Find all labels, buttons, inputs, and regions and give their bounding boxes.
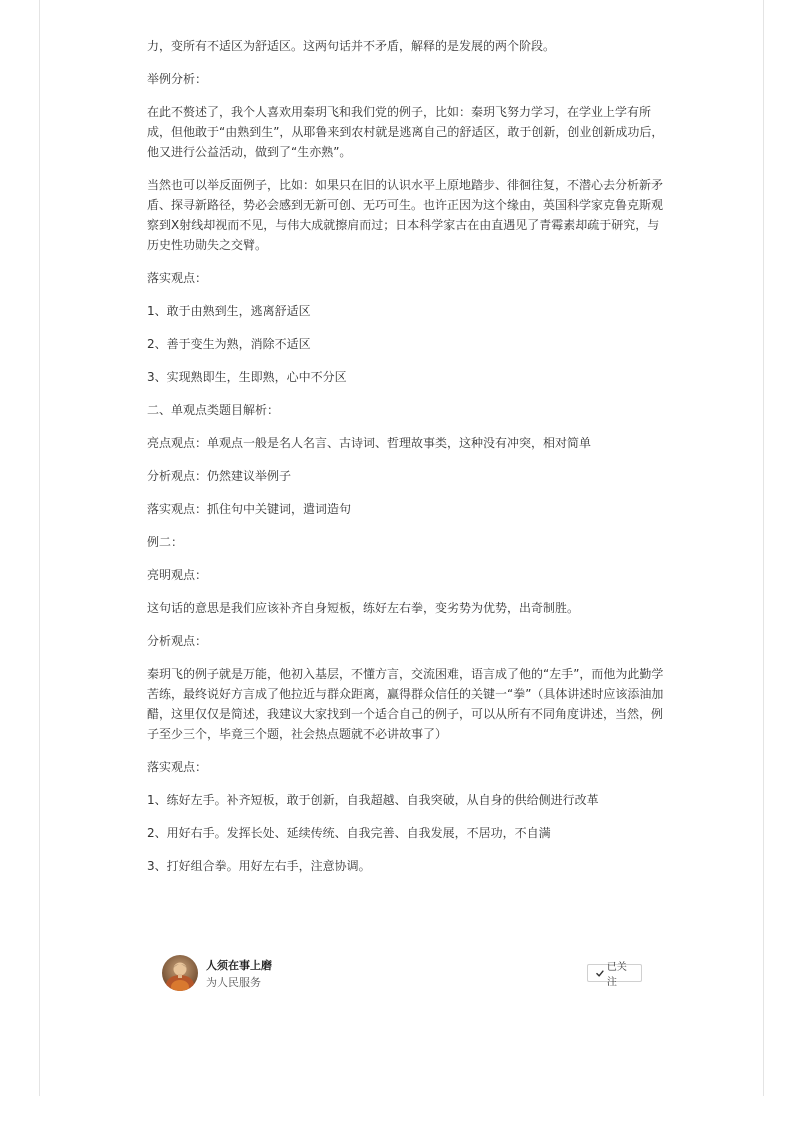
author-description: 为人民服务 — [206, 976, 261, 989]
list-item: 1、练好左手。补齐短板，敢于创新，自我超越、自我突破，从自身的供给侧进行改革 — [147, 793, 599, 807]
list-item: 1、敢于由熟到生，逃离舒适区 — [147, 304, 311, 318]
follow-button-label: 已关注 — [606, 962, 627, 988]
avatar-portrait-icon[interactable] — [162, 955, 198, 991]
section-heading: 二、单观点类题目解析： — [147, 403, 280, 417]
list-item: 3、实现熟即生，生即熟，心中不分区 — [147, 370, 347, 384]
paragraph-heading: 例二： — [147, 535, 184, 549]
paragraph-heading: 落实观点： — [147, 760, 208, 774]
paragraph-heading: 落实观点： — [147, 271, 208, 285]
paragraph-heading: 亮明观点： — [147, 568, 208, 582]
paragraph: 秦玥飞的例子就是万能，他初入基层，不懂方言，交流困难，语言成了他的“左手”，而他为此勤学苦练，最终说好方言成了他拉近与群众距离，赢得群众信任的关键一“拳”（具体讲述时应该添油加醋，这里仅仅是简述，我建议大家找到一个适合自己的例子，可以从所有不同角度讲述，当然，例子至少三个，毕竟三个题，社会热点题就不必讲故事了） — [147, 667, 664, 741]
paragraph-heading: 举例分析： — [147, 72, 208, 86]
paragraph: 当然也可以举反面例子，比如：如果只在旧的认识水平上原地踏步、徘徊往复，不潜心去分析新矛盾、探寻新路径，势必会感到无新可创、无巧可生。也许正因为这个缘由，英国科学家克鲁克斯观察到X射线却视而不见，与伟大成就擦肩而过；日本科学家古在由直遇见了青霉素却疏于研究，与历史性功勋失之交臂。 — [147, 178, 664, 252]
check-icon — [596, 969, 604, 978]
paragraph-heading: 分析观点： — [147, 634, 208, 648]
paragraph: 力，变所有不适区为舒适区。这两句话并不矛盾，解释的是发展的两个阶段。 — [147, 39, 556, 53]
paragraph: 在此不赘述了，我个人喜欢用秦玥飞和我们党的例子，比如：秦玥飞努力学习，在学业上学有所成，但他敢于“由熟到生”，从耶鲁来到农村就是逃离自己的舒适区，敢于创新，创业创新成功后，他又进行公益活动，做到了“生亦熟”。 — [147, 105, 664, 159]
list-item: 2、善于变生为熟，消除不适区 — [147, 337, 311, 351]
author-card — [162, 955, 642, 995]
paragraph: 亮点观点：单观点一般是名人名言、古诗词、哲理故事类，这种没有冲突，相对简单 — [147, 436, 592, 450]
list-item: 2、用好右手。发挥长处、延续传统、自我完善、自我发展，不居功，不自满 — [147, 826, 551, 840]
article-body — [147, 36, 667, 889]
author-name[interactable]: 人须在事上磨 — [206, 959, 272, 972]
list-item: 3、打好组合拳。用好左右手，注意协调。 — [147, 859, 371, 873]
paragraph: 落实观点：抓住句中关键词，遣词造句 — [147, 502, 352, 516]
follow-button[interactable] — [587, 962, 642, 988]
paragraph: 这句话的意思是我们应该补齐自身短板，练好左右拳，变劣势为优势，出奇制胜。 — [147, 601, 580, 615]
paragraph: 分析观点：仍然建议举例子 — [147, 469, 292, 483]
